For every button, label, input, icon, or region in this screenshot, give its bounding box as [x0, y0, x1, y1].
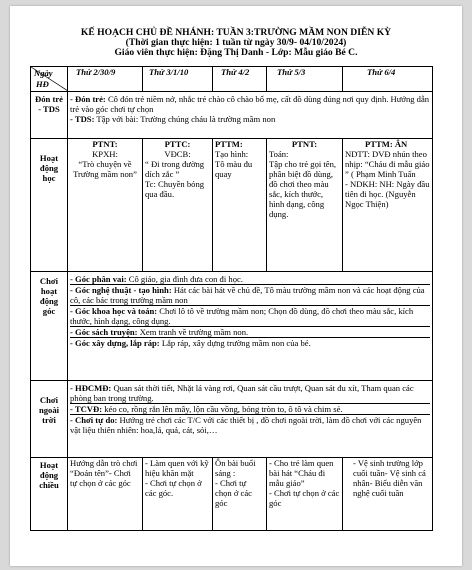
document-page: [10, 6, 462, 566]
row-hoat-dong-chieu: [31, 458, 433, 531]
table-header-row: [31, 67, 433, 92]
chieu-cell-wed: Ôn bài buổi sáng : - Chơi tự chọn ở các góc: [213, 458, 267, 531]
hoc-cell-thu: PTNT: Toán: Tập cho trẻ gọi tên, phân biệt đồ dùng, đồ chơi theo màu sắc, kích thước, hình dạng, công dụng.: [267, 139, 343, 272]
choi-goc-content: - Góc phân vai: Cô giáo, gia đình đưa con đi học. - Góc nghệ thuật - tạo hình: Hát các bài hát về chủ đề, Tô màu trường mầm non và các hoạt động của cô, các bác trong trường mầm non - Góc khoa học và toán: Chơi lô tô về trường mầm non; Chọn đồ dùng, đồ chơi theo màu sắc, kích thước, hình dạng, công dụng. - Góc sách truyện: Xem tranh về trường mầm non. - Góc xây dựng, lắp ráp: Lắp ráp, xây dựng trường mầm non của bé.: [68, 272, 433, 381]
plan-title: KẾ HOẠCH CHỦ ĐỀ NHÁNH: TUẦN 3:TRƯỜNG MẦM NON DIỄN KỲ: [80, 27, 392, 38]
day-header-mon: Thứ 2/30/9: [68, 67, 143, 92]
row-label-choi-ngoai-troi: Chơi ngoài trời: [31, 381, 68, 458]
don-tre-content: - Đón trẻ: Cô đón trẻ niềm nở, nhắc trẻ chào cô chào bố mẹ, cất đồ dùng đúng nơi quy định. Hướng dẫn trẻ vào góc chơi tự chọn - TDS: Tập với bài: Trường chúng cháu là trường mầm non: [68, 92, 433, 139]
row-choi-ngoai-troi: [31, 381, 433, 458]
row-label-hoat-dong-chieu: Hoạt động chiều: [31, 458, 68, 531]
hoc-cell-fri: PTTM: ÂN NDTT: DVĐ nhún theo nhịp: “Cháu đi mẫu giáo ” ( Phạm Minh Tuấn - NDKH: NH: Ngày đầu tiên đi học. (Nguyễn Ngọc Thiện): [343, 139, 433, 272]
weekly-plan-table: [30, 66, 433, 531]
day-header-tue: Thứ 3/1/10: [143, 67, 213, 92]
corner-label-day: Ngày: [34, 68, 53, 78]
hoc-cell-tue: PTTC: VĐCB: “ Đi trong đường dích zắc ” Tc: Chuyền bóng qua đầu.: [143, 139, 213, 272]
chieu-cell-fri: - Vệ sinh trường lớp cuối tuần- Vệ sinh cá nhân- Biểu diễn văn nghệ cuối tuần: [343, 458, 433, 531]
chieu-cell-thu: - Cho trẻ làm quen bài hát “Cháu đi mẫu giáo” - Chơi tự chọn ở các góc: [267, 458, 343, 531]
corner-cell: [31, 67, 68, 92]
row-label-don-tre: Đón trẻ - TDS: [31, 92, 68, 139]
day-header-fri: Thứ 6/4: [343, 67, 433, 92]
plan-teacher: Giáo viên thực hiện: Đặng Thị Danh - Lớp: Mẫu giáo Bé C.: [114, 47, 358, 58]
row-don-tre: [31, 92, 433, 139]
hoc-cell-wed: PTTM: Tạo hình: Tô màu đu quay: [213, 139, 267, 272]
row-choi-hoat-dong-goc: [31, 272, 433, 381]
chieu-cell-tue: - Làm quen với kỹ hiệu khăn mặt - Chơi tự chọn ở các góc.: [143, 458, 213, 531]
day-header-thu: Thứ 5/3: [267, 67, 343, 92]
chieu-cell-mon: Hướng dẫn trò chơi “Đoán tên”- Chơi tự chọn ở các góc: [68, 458, 143, 531]
row-label-choi-goc: Chơi hoạt động góc: [31, 272, 68, 381]
document-title: [10, 28, 462, 58]
plan-time: (Thời gian thực hiện: 1 tuần từ ngày 30/9- 04/10/2024): [125, 37, 347, 48]
row-label-hoat-dong-hoc: Hoạt động học: [31, 139, 68, 272]
choi-ngoai-troi-content: - HĐCMĐ: Quan sát thời tiết, Nhặt lá vàng rơi, Quan sát cầu trượt, Quan sát đu xít, Tham quan các phòng ban trong trường. - TCVĐ: kéo co, rồng rắn lên mây, lộn cầu vồng, bóng tròn to, ô tô và chim sẻ. - Chơi tự do: Hướng trẻ chơi các T/C với các thiết bị , đồ chơi ngoài trời, làm đồ chơi với các nguyên vật liệu thiên nhiên: hoa,lá, quả, cát, sỏi,…: [68, 381, 433, 458]
row-hoat-dong-hoc: [31, 139, 433, 272]
day-header-wed: Thứ 4/2: [213, 67, 267, 92]
hoc-cell-mon: PTNT: KPXH: “Trò chuyện về Trường mầm non”: [68, 139, 143, 272]
corner-label-activity: HĐ: [36, 79, 49, 89]
